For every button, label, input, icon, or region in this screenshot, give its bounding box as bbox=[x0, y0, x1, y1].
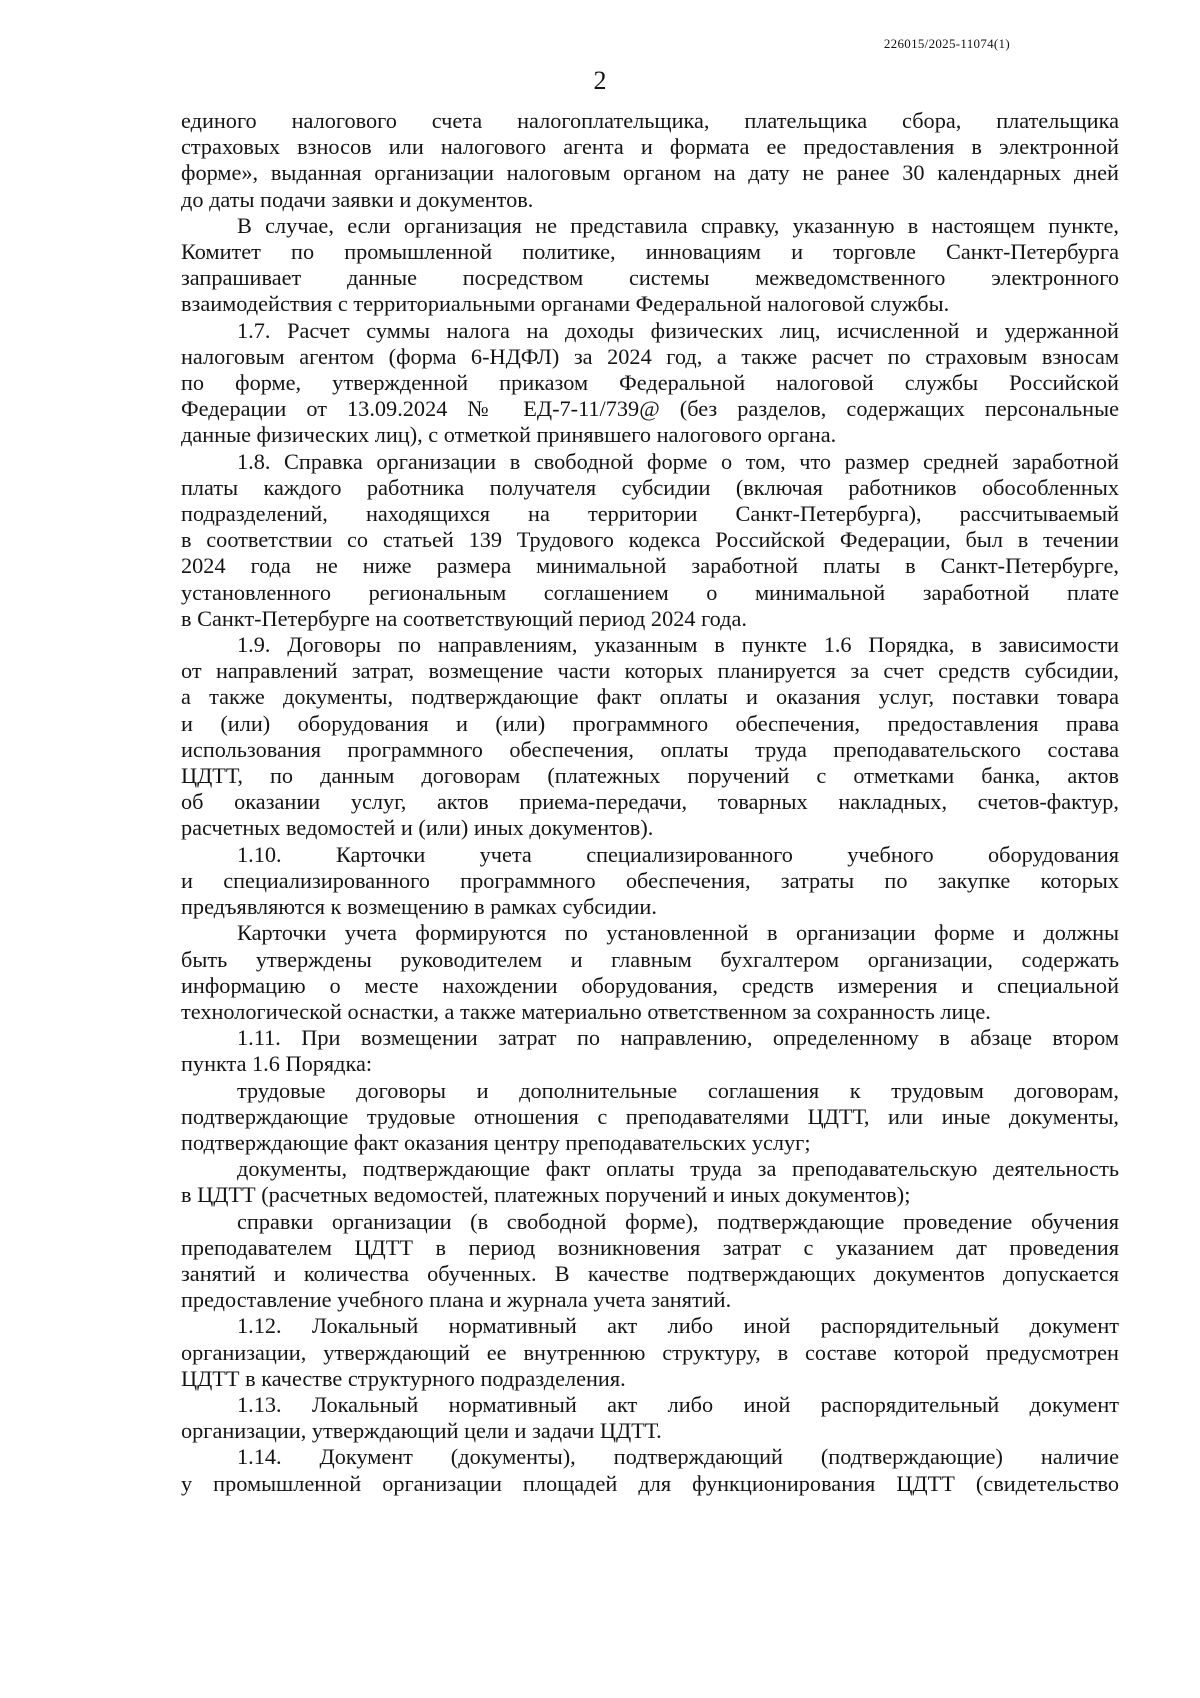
document-line: установленного региональным соглашением о минимальной заработной плате bbox=[181, 579, 1119, 605]
document-line: 1.13. Локальный нормативный акт либо иной распорядительный документ bbox=[237, 1391, 1119, 1417]
document-line: платы каждого работника получателя субсидии (включая работников обособленных bbox=[181, 474, 1119, 500]
document-line: занятий и количества обученных. В качестве подтверждающих документов допускается bbox=[181, 1260, 1119, 1286]
document-line: предоставление учебного плана и журнала учета занятий. bbox=[181, 1287, 732, 1313]
document-line: преподавателем ЦДТТ в период возникновения затрат с указанием дат проведения bbox=[181, 1234, 1119, 1260]
document-line: взаимодействия с территориальными органами Федеральной налоговой службы. bbox=[181, 291, 950, 317]
document-line: ЦДТТ, по данным договорам (платежных поручений с отметками банка, актов bbox=[181, 763, 1119, 789]
page-number: 2 bbox=[593, 66, 607, 95]
document-line: 1.10. Карточки учета специализированного учебного оборудования bbox=[237, 841, 1119, 867]
document-line: трудовые договоры и дополнительные соглашения к трудовым договорам, bbox=[237, 1077, 1119, 1103]
document-line: организации, утверждающий цели и задачи ЦДТТ. bbox=[181, 1418, 662, 1444]
document-line: единого налогового счета налогоплательщика, плательщика сбора, плательщика bbox=[181, 108, 1119, 133]
document-line: 1.14. Документ (документы), подтверждающий (подтверждающие) наличие bbox=[237, 1444, 1119, 1470]
document-line: технологической оснастки, а также материально ответственном за сохранность лице. bbox=[181, 998, 991, 1024]
document-body bbox=[181, 108, 1119, 1497]
document-line: об оказании услуг, актов приема-передачи, товарных накладных, счетов-фактур, bbox=[181, 789, 1119, 815]
document-line: подразделений, находящихся на территории Санкт-Петербурга), рассчитываемый bbox=[181, 501, 1119, 527]
document-line: ЦДТТ в качестве структурного подразделения. bbox=[181, 1365, 626, 1391]
document-line: запрашивает данные посредством системы межведомственного электронного bbox=[181, 265, 1119, 291]
document-line: страховых взносов или налогового агента и формата ее предоставления в электронной bbox=[181, 134, 1119, 160]
document-line: подтверждающие трудовые отношения с преподавателями ЦДТТ, или иные документы, bbox=[181, 1103, 1119, 1129]
document-line: организации, утверждающий ее внутреннюю структуру, в составе которой предусмотрен bbox=[181, 1339, 1119, 1365]
document-line: 1.12. Локальный нормативный акт либо иной распорядительный документ bbox=[237, 1313, 1119, 1339]
document-line: документы, подтверждающие факт оплаты труда за преподавательскую деятельность bbox=[237, 1156, 1119, 1182]
document-line: пункта 1.6 Порядка: bbox=[181, 1051, 373, 1077]
document-line: до даты подачи заявки и документов. bbox=[181, 186, 534, 212]
document-line: информацию о месте нахождении оборудования, средств измерения и специальной bbox=[181, 972, 1119, 998]
document-line: Карточки учета формируются по установленной в организации форме и должны bbox=[237, 920, 1119, 946]
doc-number: 226015/2025-11074(1) bbox=[883, 36, 1010, 51]
document-line: и (или) оборудования и (или) программного обеспечения, предоставления права bbox=[181, 710, 1119, 736]
document-line: 1.11. При возмещении затрат по направлению, определенному в абзаце втором bbox=[237, 1025, 1119, 1051]
document-line: Федерации от 13.09.2024 № ЕД-7-11/739@ (без разделов, содержащих персональные bbox=[181, 396, 1119, 422]
document-line: от направлений затрат, возмещение части которых планируется за счет средств субсидии, bbox=[181, 658, 1119, 684]
document-line: и специализированного программного обеспечения, затраты по закупке которых bbox=[181, 867, 1119, 893]
document-line: 1.9. Договоры по направлениям, указанным в пункте 1.6 Порядка, в зависимости bbox=[237, 632, 1119, 658]
document-line: а также документы, подтверждающие факт оплаты и оказания услуг, поставки товара bbox=[181, 684, 1119, 710]
document-line: 2024 года не ниже размера минимальной заработной платы в Санкт-Петербурге, bbox=[181, 553, 1119, 579]
document-line: в ЦДТТ (расчетных ведомостей, платежных поручений и иных документов); bbox=[181, 1182, 911, 1208]
document-line: Комитет по промышленной политике, инновациям и торговле Санкт-Петербурга bbox=[181, 239, 1119, 265]
document-line: справки организации (в свободной форме), подтверждающие проведение обучения bbox=[237, 1208, 1119, 1234]
document-line: расчетных ведомостей и (или) иных документов). bbox=[181, 815, 654, 841]
document-line: быть утверждены руководителем и главным бухгалтером организации, содержать bbox=[181, 946, 1119, 972]
document-line: предъявляются к возмещению в рамках субсидии. bbox=[181, 894, 657, 920]
document-line: по форме, утвержденной приказом Федеральной налоговой службы Российской bbox=[181, 370, 1119, 396]
document-line: 1.8. Справка организации в свободной форме о том, что размер средней заработной bbox=[237, 448, 1119, 474]
document-line: данные физических лиц), с отметкой принявшего налогового органа. bbox=[181, 422, 837, 448]
document-line: 1.7. Расчет суммы налога на доходы физических лиц, исчисленной и удержанной bbox=[237, 317, 1119, 343]
document-line: у промышленной организации площадей для функционирования ЦДТТ (свидетельство bbox=[181, 1470, 1119, 1496]
document-line: использования программного обеспечения, оплаты труда преподавательского состава bbox=[181, 736, 1119, 762]
document-line: форме», выданная организации налоговым органом на дату не ранее 30 календарных дней bbox=[181, 160, 1119, 186]
document-line: В случае, если организация не представила справку, указанную в настоящем пункте, bbox=[237, 212, 1119, 238]
document-line: в Санкт-Петербурге на соответствующий период 2024 года. bbox=[181, 605, 748, 631]
document-line: налоговым агентом (форма 6-НДФЛ) за 2024 год, а также расчет по страховым взносам bbox=[181, 343, 1119, 369]
document-line: подтверждающие факт оказания центру преподавательских услуг; bbox=[181, 1129, 811, 1155]
document-line: в соответствии со статьей 139 Трудового кодекса Российской Федерации, был в течении bbox=[181, 527, 1119, 553]
